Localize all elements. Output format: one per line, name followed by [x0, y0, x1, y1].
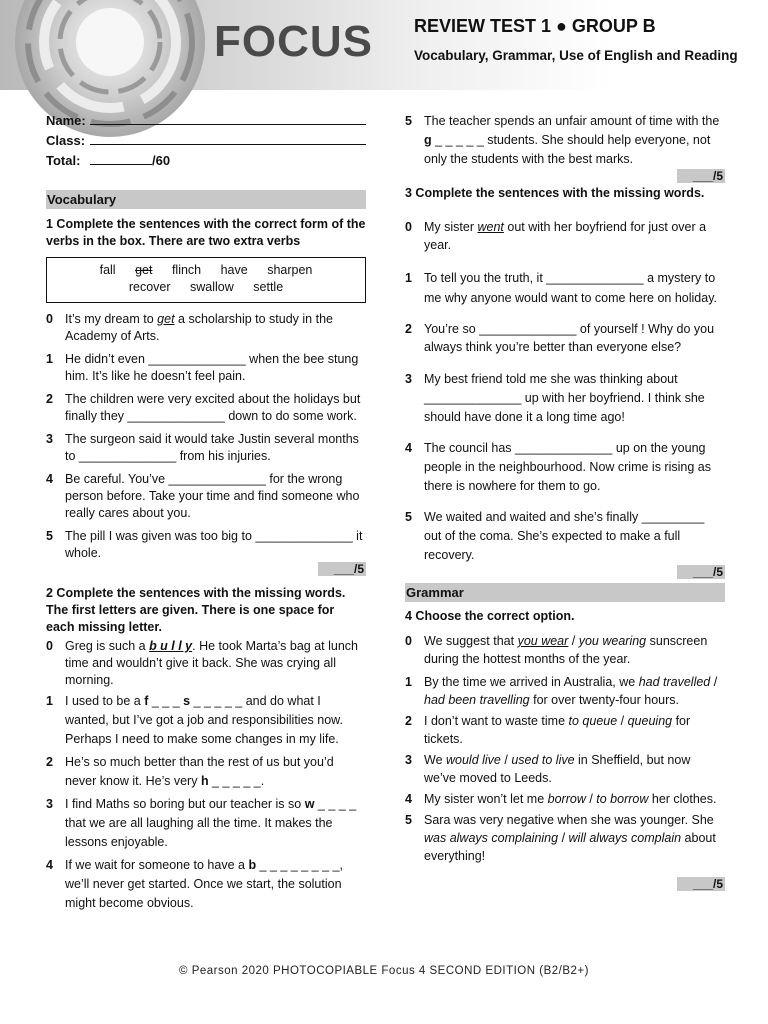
total-max: /60 — [152, 153, 171, 168]
item-text: _ _ _ _ that we are all laughing all the time. It makes the lessons enjoyable. — [65, 797, 357, 849]
score-box: ___/5 — [677, 565, 725, 579]
option-separator: / — [500, 753, 512, 767]
ex2-item — [46, 795, 366, 852]
option: was always complaining — [424, 831, 559, 845]
ex3-item — [405, 218, 725, 254]
right-column — [405, 112, 725, 891]
score-box: ___/5 — [677, 169, 725, 183]
item-number: 1 — [405, 675, 412, 689]
item-number: 4 — [405, 792, 412, 806]
item-text: _ _ _ _ _ students. She should help everyone, not only the students with the best marks. — [424, 133, 711, 166]
item-text: her clothes. — [648, 792, 717, 806]
ex4-item — [405, 790, 725, 808]
ex2-item — [46, 753, 366, 791]
ex4-instruction: 4 Choose the correct option. — [405, 609, 575, 623]
example-answer: get — [157, 312, 175, 326]
class-label: Class: — [46, 133, 86, 148]
first-letter: s — [183, 694, 191, 708]
total-label: Total: — [46, 153, 81, 168]
word: recover — [128, 280, 171, 294]
item-number: 2 — [46, 755, 53, 769]
ex2-item — [46, 692, 366, 749]
item-number: 4 — [46, 858, 53, 872]
item-number: 3 — [405, 753, 412, 767]
ex1-item — [46, 391, 366, 425]
item-text: By the time we arrived in Australia, we — [424, 675, 639, 689]
option: queuing — [627, 714, 673, 728]
first-letter: f — [144, 694, 149, 708]
item-text: He didn’t even ______________ when the bee stung him. It’s like he doesn’t feel pain. — [65, 352, 359, 383]
item-text: _ _ _ _ _ and do what I wanted, but I’ve got a job and responsibilities now. Perhaps I need to make some changes in my life. — [65, 694, 343, 746]
name-line — [90, 112, 366, 125]
option: to borrow — [596, 792, 649, 806]
word: fall — [99, 263, 116, 277]
item-number: 3 — [405, 372, 412, 386]
item-number: 2 — [405, 714, 412, 728]
option: would live — [446, 753, 501, 767]
name-row — [46, 108, 366, 128]
ex2-score — [405, 169, 725, 183]
first-letter: h — [200, 774, 209, 788]
ex3-score — [405, 565, 725, 579]
word: sharpen — [267, 263, 313, 277]
item-text: The pill I was given was too big to ______________ it whole. — [65, 529, 363, 560]
item-text: He’s so much better than the rest of us but you’d never know it. He’s very — [65, 755, 334, 788]
ex3-item — [405, 268, 725, 308]
item-number: 3 — [46, 797, 53, 811]
example-answer: went — [477, 220, 504, 234]
item-number: 5 — [405, 114, 412, 128]
item-text: It’s my dream to — [65, 312, 158, 326]
item-text: . He took Marta’s bag at lunch time and wouldn’t give it back. She was crying all morning. — [65, 639, 358, 687]
item-text: My sister — [424, 220, 478, 234]
item-number: 0 — [405, 220, 412, 234]
item-number: 1 — [46, 352, 53, 366]
first-letter: g — [424, 133, 432, 147]
item-number: 2 — [405, 322, 412, 336]
ex2-instruction: 2 Complete the sentences with the missing words. The first letters are given. There is one space for each missing letter. — [46, 586, 346, 634]
page-footer: © Pearson 2020 PHOTOCOPIABLE Focus 4 SECOND EDITION (B2/B2+) — [179, 965, 589, 977]
ex1-item — [46, 431, 366, 465]
score-box: ___/5 — [318, 562, 366, 576]
option: used to live — [511, 753, 575, 767]
left-column — [46, 108, 366, 913]
item-number: 4 — [46, 472, 53, 486]
score-box: ___/5 — [677, 877, 725, 891]
word: settle — [253, 280, 284, 294]
option: will always complain — [568, 831, 682, 845]
letter-gaps: _ _ _ — [148, 694, 184, 708]
item-text: in Sheffield, but now we’ve moved to Leeds. — [424, 753, 691, 785]
ex2-item — [46, 638, 366, 689]
item-text: I find Maths so boring but our teacher is so — [65, 797, 305, 811]
ex4-item — [405, 712, 725, 748]
ex3-item — [405, 508, 725, 565]
ex4-item — [405, 751, 725, 787]
total-line — [90, 152, 152, 165]
item-text: about everything! — [424, 831, 716, 863]
word: have — [220, 263, 248, 277]
ex1-instruction: 1 Complete the sentences with the correct form of the verbs in the box. There are two extra verbs — [46, 217, 366, 248]
option-separator: / — [617, 714, 628, 728]
test-title: REVIEW TEST 1 ● GROUP B — [414, 16, 656, 36]
test-subtitle: Vocabulary, Grammar, Use of English and Reading — [414, 48, 738, 63]
item-text: To tell you the truth, it ______________ a mystery to me why anyone would want to come here on holiday. — [424, 271, 717, 305]
ex3-item — [405, 439, 725, 496]
ex4-item — [405, 632, 725, 668]
word: swallow — [190, 280, 234, 294]
item-text: out with her boyfriend for just over a year. — [424, 220, 707, 252]
name-label: Name: — [46, 113, 86, 128]
item-text: sunscreen during the hottest months of the year. — [424, 634, 708, 666]
item-number: 3 — [46, 432, 53, 446]
option-correct: you wear — [517, 634, 569, 648]
option-separator: / — [585, 792, 597, 806]
item-text: You’re so ______________ of yourself ! Why do you always think you’re better than everyone else? — [424, 322, 715, 354]
ex2-item — [405, 112, 725, 169]
item-number: 0 — [405, 634, 412, 648]
item-text: We — [424, 753, 446, 767]
word-box-row-2 — [47, 279, 365, 296]
ex1-item — [46, 528, 366, 562]
option: borrow — [547, 792, 586, 806]
item-text: We suggest that — [424, 634, 518, 648]
ex3-item — [405, 370, 725, 427]
item-number: 1 — [46, 694, 53, 708]
item-number: 0 — [46, 312, 53, 326]
example-answer: b u l l y — [149, 639, 193, 653]
letter-gaps: _ _ _ _ _. — [208, 774, 265, 788]
option-separator: / — [710, 675, 718, 689]
option: you wearing — [578, 634, 647, 648]
ex1-score — [46, 562, 366, 576]
item-text: for tickets. — [424, 714, 691, 746]
first-letter: b — [248, 858, 257, 872]
item-text: The teacher spends an unfair amount of time with the — [424, 114, 720, 128]
item-number: 5 — [405, 510, 412, 524]
item-text: _ _ _ _ _ _ _ _, we’ll never get started. Once we start, the solution might become obvious. — [65, 858, 343, 910]
item-text: My best friend told me she was thinking about ______________ up with her boyfriend. I think she should have done it a long time ago! — [424, 372, 705, 424]
item-text: Be careful. You’ve ______________ for the wrong person before. Take your time and find someone who really cares about you. — [65, 472, 360, 520]
vocabulary-heading: Vocabulary — [46, 190, 366, 209]
ex4-item — [405, 673, 725, 709]
ex4-item — [405, 811, 725, 865]
first-letter: w — [304, 797, 315, 811]
option: had been travelling — [424, 693, 530, 707]
total-row — [46, 148, 366, 168]
word-box-row-1 — [47, 262, 365, 279]
item-text: The council has ______________ up on the young people in the neighbourhood. Now crime is rising as there is nowhere for them to go. — [424, 441, 711, 493]
class-row — [46, 128, 366, 148]
ex1-item — [46, 471, 366, 522]
word-box — [46, 257, 366, 303]
item-number: 1 — [405, 271, 412, 285]
item-text: Greg is such a — [65, 639, 150, 653]
ex3-item — [405, 320, 725, 356]
option: had travelled — [638, 675, 711, 689]
item-number: 0 — [46, 639, 53, 653]
item-text: I used to be a — [65, 694, 145, 708]
item-text: The children were very excited about the holidays but finally they ______________ down to do some work. — [65, 392, 361, 423]
item-number: 5 — [46, 529, 53, 543]
grammar-heading: Grammar — [405, 583, 725, 602]
item-text: If we wait for someone to have a — [65, 858, 249, 872]
class-line — [90, 132, 366, 145]
option: to queue — [568, 714, 618, 728]
item-number: 2 — [46, 392, 53, 406]
item-number: 5 — [405, 813, 412, 827]
item-text: We waited and waited and she’s finally _________ out of the coma. She’s expected to make a full recovery. — [424, 510, 705, 562]
item-text: The surgeon said it would take Justin several months to ______________ from his injuries. — [65, 432, 359, 463]
item-text: I don’t want to waste time — [424, 714, 569, 728]
ex4-score — [405, 877, 725, 891]
word: flinch — [171, 263, 202, 277]
word-used: get — [135, 263, 153, 277]
ex1-item — [46, 311, 366, 345]
item-text: a scholarship to study in the Academy of Arts. — [65, 312, 333, 343]
ex1-item — [46, 351, 366, 385]
page-header — [0, 0, 768, 90]
option-separator: / — [558, 831, 569, 845]
item-text: My sister won’t let me — [424, 792, 548, 806]
item-text: Sara was very negative when she was younger. She — [424, 813, 714, 827]
option-separator: / — [568, 634, 579, 648]
item-number: 4 — [405, 441, 412, 455]
focus-logo: FOCUS — [214, 17, 373, 66]
item-text: for over twenty-four hours. — [529, 693, 680, 707]
ex2-item — [46, 856, 366, 913]
ex3-instruction: 3 Complete the sentences with the missing words. — [405, 186, 705, 200]
